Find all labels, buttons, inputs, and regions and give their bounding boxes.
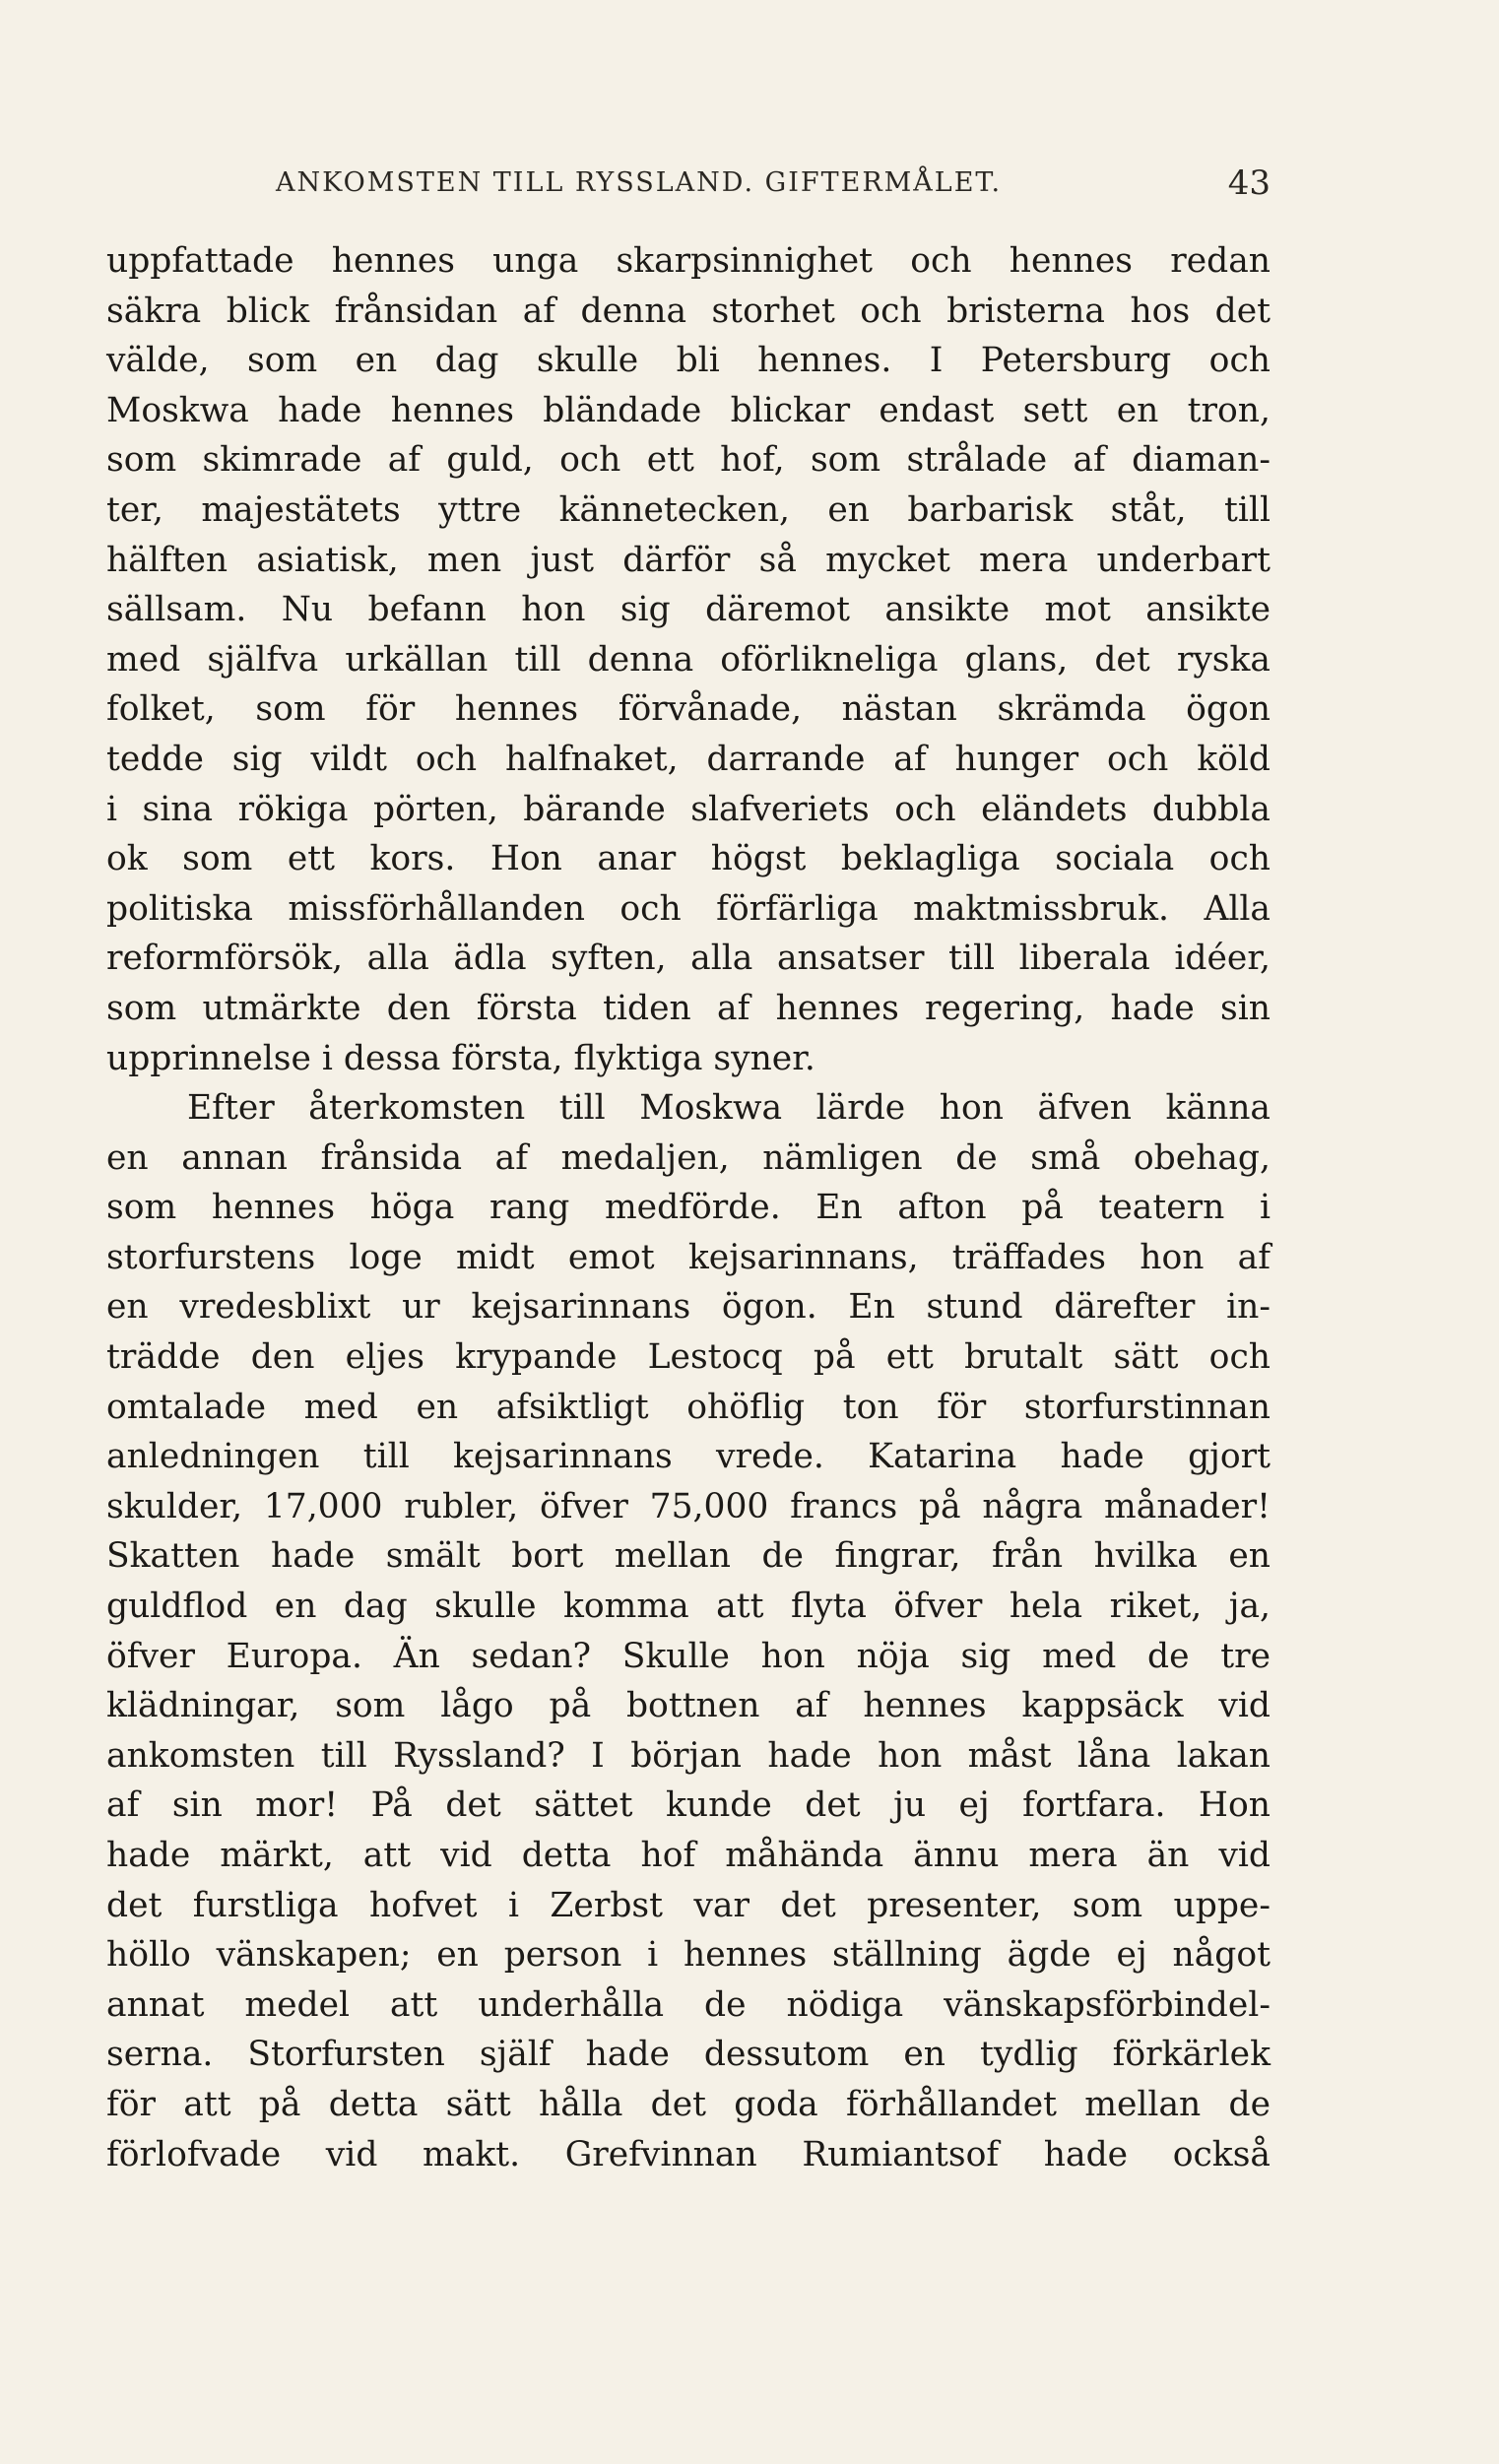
text-line: af sin mor! På det sättet kunde det ju ej fortfara. Hon — [106, 1785, 1271, 1826]
text-line: annat medel att underhålla de nödiga vänskapsförbindel- — [106, 1984, 1271, 2025]
page-number: 43 — [1227, 163, 1271, 203]
text-line: en annan frånsida af medaljen, nämligen de små obehag, — [106, 1137, 1271, 1178]
text-line: säkra blick frånsidan af denna storhet och bristerna hos det — [106, 291, 1271, 331]
text-line: skulder, 17,000 rubler, öfver 75,000 francs på några månader! — [106, 1486, 1271, 1526]
text-line: upprinnelse i dessa första, flyktiga syner. — [106, 1038, 815, 1078]
text-line: öfver Europa. Än sedan? Skulle hon nöja sig med de tre — [106, 1636, 1271, 1676]
text-line: som hennes höga rang medförde. En afton på teatern i — [106, 1188, 1271, 1228]
running-title: ANKOMSTEN TILL RYSSLAND. GIFTERMÅLET. — [276, 167, 1003, 198]
text-line: ankomsten till Ryssland? I början hade hon måst låna lakan — [106, 1735, 1271, 1776]
text-line: guldflod en dag skulle komma att flyta öfver hela riket, ja, — [106, 1587, 1271, 1627]
text-line: storfurstens loge midt emot kejsarinnans, träffades hon af — [106, 1237, 1271, 1277]
text-line: i sina rökiga pörten, bärande slafveriets och eländets dubbla — [106, 789, 1271, 829]
text-line: Moskwa hade hennes bländade blickar endast sett en tron, — [106, 390, 1271, 430]
text-line: hade märkt, att vid detta hof måhända ännu mera än vid — [106, 1836, 1271, 1875]
text-line: politiska missförhållanden och förfärliga maktmissbruk. Alla — [106, 888, 1271, 929]
text-line: Efter återkomsten till Moskwa lärde hon äfven känna — [187, 1088, 1271, 1129]
text-line: välde, som en dag skulle bli hennes. I Petersburg och — [106, 341, 1271, 381]
text-line: ter, majestätets yttre kännetecken, en barbarisk ståt, till — [106, 489, 1271, 530]
text-line: folket, som för hennes förvånade, nästan skrämda ögon — [106, 689, 1271, 730]
text-line: som utmärkte den första tiden af hennes regering, hade sin — [106, 988, 1271, 1028]
text-line: uppfattade hennes unga skarpsinnighet och hennes redan — [106, 241, 1271, 281]
running-head — [276, 163, 1271, 207]
text-line: tedde sig vildt och halfnaket, darrande af hunger och köld — [106, 739, 1271, 779]
text-line: för att på detta sätt hålla det goda förhållandet mellan de — [106, 2084, 1271, 2124]
text-line: Skatten hade smält bort mellan de fingrar, från hvilka en — [106, 1536, 1271, 1577]
text-line: klädningar, som lågo på bottnen af hennes kappsäck vid — [106, 1686, 1271, 1726]
text-line: med själfva urkällan till denna oförlikneliga glans, det ryska — [106, 639, 1271, 680]
text-line: anledningen till kejsarinnans vrede. Katarina hade gjort — [106, 1437, 1271, 1477]
text-line: omtalade med en afsiktligt ohöflig ton för storfurstinnan — [106, 1387, 1271, 1427]
text-line: trädde den eljes krypande Lestocq på ett brutalt sätt och — [106, 1337, 1271, 1378]
text-line: som skimrade af guld, och ett hof, som strålade af diaman- — [106, 440, 1271, 481]
text-line: hälften asiatisk, men just därför så mycket mera underbart — [106, 540, 1271, 580]
text-line: en vredesblixt ur kejsarinnans ögon. En stund därefter in- — [106, 1287, 1271, 1328]
text-line: serna. Storfursten själf hade dessutom en tydlig förkärlek — [106, 2035, 1271, 2075]
text-line: sällsam. Nu befann hon sig däremot ansikte mot ansikte — [106, 590, 1271, 630]
text-line: förlofvade vid makt. Grefvinnan Rumiantsof hade också — [106, 2134, 1271, 2174]
body-text — [106, 236, 1271, 2179]
text-line: höllo vänskapen; en person i hennes ställning ägde ej något — [106, 1935, 1271, 1976]
text-line: reformförsök, alla ädla syften, alla ansatser till liberala idéer, — [106, 939, 1271, 979]
text-line: det furstliga hofvet i Zerbst var det presenter, som uppe- — [106, 1885, 1271, 1925]
text-line: ok som ett kors. Hon anar högst beklagliga sociala och — [106, 839, 1271, 879]
